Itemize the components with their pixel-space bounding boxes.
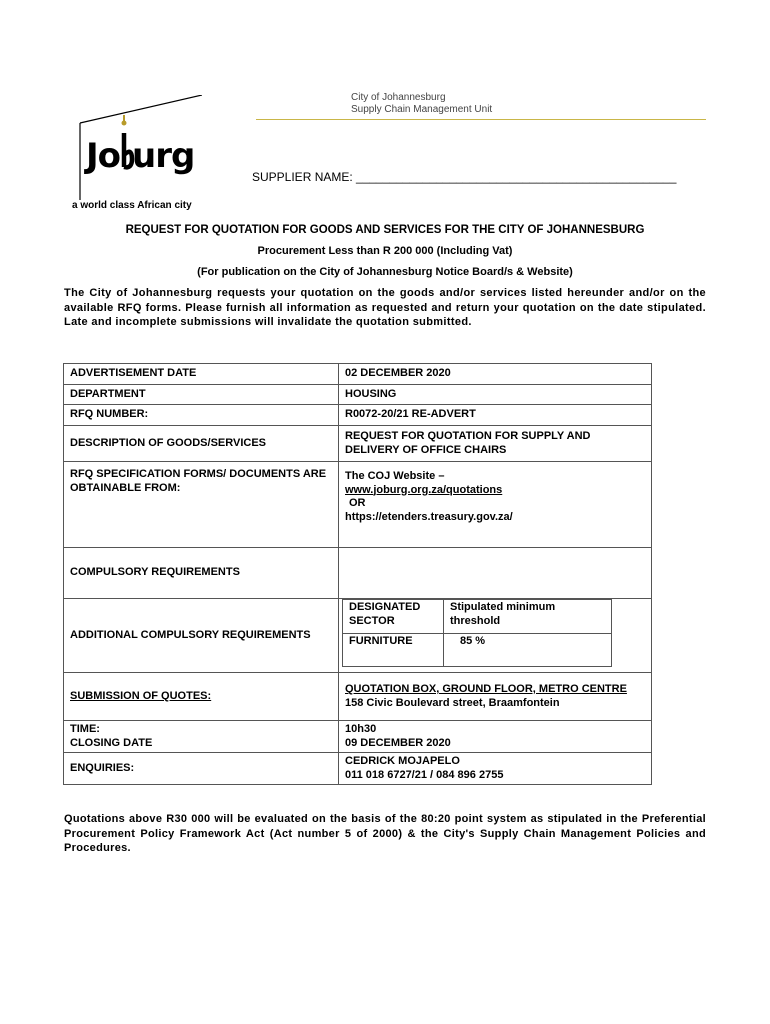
additional-compulsory-label: ADDITIONAL COMPULSORY REQUIREMENTS <box>64 599 339 673</box>
table-row <box>343 600 612 634</box>
table-row <box>64 548 652 599</box>
time-label: TIME: <box>70 723 100 735</box>
threshold-header: Stipulated minimum threshold <box>444 600 612 634</box>
designated-sector-table <box>342 599 612 667</box>
submission-address: 158 Civic Boulevard street, Braamfontein <box>345 696 560 709</box>
closing-date-value: 09 DECEMBER 2020 <box>345 736 451 749</box>
submission-value <box>339 673 652 721</box>
rfq-details-table <box>63 363 652 785</box>
document-title: REQUEST FOR QUOTATION FOR GOODS AND SERVICES FOR THE CITY OF JOHANNESBURG <box>125 224 645 236</box>
joburg-quotations-link[interactable]: www.joburg.org.za/quotations <box>345 483 503 496</box>
table-row <box>64 462 652 548</box>
intro-paragraph: The City of Johannesburg requests your quotation on the goods and/or services listed hereunder and/or on the available RFQ forms. Please furnish all information as requested and return your quotation on the date stipulated. Late and incomplete submissions will invalidate the quotation submitted. <box>64 287 706 328</box>
table-row <box>64 753 652 785</box>
table-row <box>343 634 612 667</box>
org-name: City of Johannesburg <box>351 92 446 103</box>
department-value: HOUSING <box>339 385 652 405</box>
table-row <box>64 405 652 426</box>
advert-date-value: 02 DECEMBER 2020 <box>339 364 652 385</box>
org-unit: Supply Chain Management Unit <box>351 104 493 115</box>
closing-date-label: CLOSING DATE <box>70 736 153 749</box>
description-label: DESCRIPTION OF GOODS/SERVICES <box>64 426 339 462</box>
submission-label: SUBMISSION OF QUOTES: <box>64 673 339 721</box>
header-rule <box>256 119 706 120</box>
time-closing-value <box>339 721 652 753</box>
table-row <box>64 721 652 753</box>
rfq-number-value: R0072-20/21 RE-ADVERT <box>339 405 652 426</box>
enquiries-value <box>339 753 652 785</box>
spec-forms-value <box>339 462 652 548</box>
time-value: 10h30 <box>345 723 377 735</box>
rfq-number-label: RFQ NUMBER: <box>64 405 339 426</box>
evaluation-note: Quotations above R30 000 will be evaluated on the basis of the 80:20 point system as stipulated in the Preferential Procurement Policy Framework Act (Act number 5 of 2000) & the City's Supply Chain Management Policies and Procedures. <box>64 813 706 854</box>
department-label: DEPARTMENT <box>64 385 339 405</box>
description-value: REQUEST FOR QUOTATION FOR SUPPLY AND DELIVERY OF OFFICE CHAIRS <box>339 426 652 462</box>
time-closing-label <box>64 721 339 753</box>
advert-date-label: ADVERTISEMENT DATE <box>64 364 339 385</box>
table-row <box>64 364 652 385</box>
table-row <box>64 673 652 721</box>
spec-forms-label: RFQ SPECIFICATION FORMS/ DOCUMENTS ARE OBTAINABLE FROM: <box>64 462 339 548</box>
supplier-name-field[interactable]: SUPPLIER NAME: ________________________________________________ <box>252 170 677 184</box>
enquiries-phone: 011 018 6727/21 / 084 896 2755 <box>345 768 504 781</box>
table-row <box>64 426 652 462</box>
compulsory-label: COMPULSORY REQUIREMENTS <box>64 548 339 599</box>
city-logo <box>72 95 202 205</box>
submission-location: QUOTATION BOX, GROUND FLOOR, METRO CENTRE <box>345 683 627 695</box>
enquiries-label: ENQUIRIES: <box>64 753 339 785</box>
enquiries-contact-name: CEDRICK MOJAPELO <box>345 755 460 767</box>
tagline: a world class African city <box>72 200 192 211</box>
spec-source-text: The COJ Website – <box>345 470 445 482</box>
table-row <box>64 385 652 405</box>
compulsory-value <box>339 548 652 599</box>
svg-text:Jo: Jo <box>86 136 121 176</box>
publication-subtitle: (For publication on the City of Johannesburg Notice Board/s & Website) <box>197 266 573 278</box>
additional-compulsory-value <box>339 599 652 673</box>
sector-value: FURNITURE <box>343 634 444 667</box>
spec-or-text: OR <box>349 497 366 509</box>
svg-text:urg: urg <box>132 136 195 176</box>
table-row <box>64 599 652 673</box>
threshold-value: 85 % <box>444 634 612 667</box>
designated-sector-header: DESIGNATED SECTOR <box>343 600 444 634</box>
etenders-link[interactable]: https://etenders.treasury.gov.za/ <box>345 510 513 523</box>
procurement-subtitle: Procurement Less than R 200 000 (Including Vat) <box>257 245 513 257</box>
